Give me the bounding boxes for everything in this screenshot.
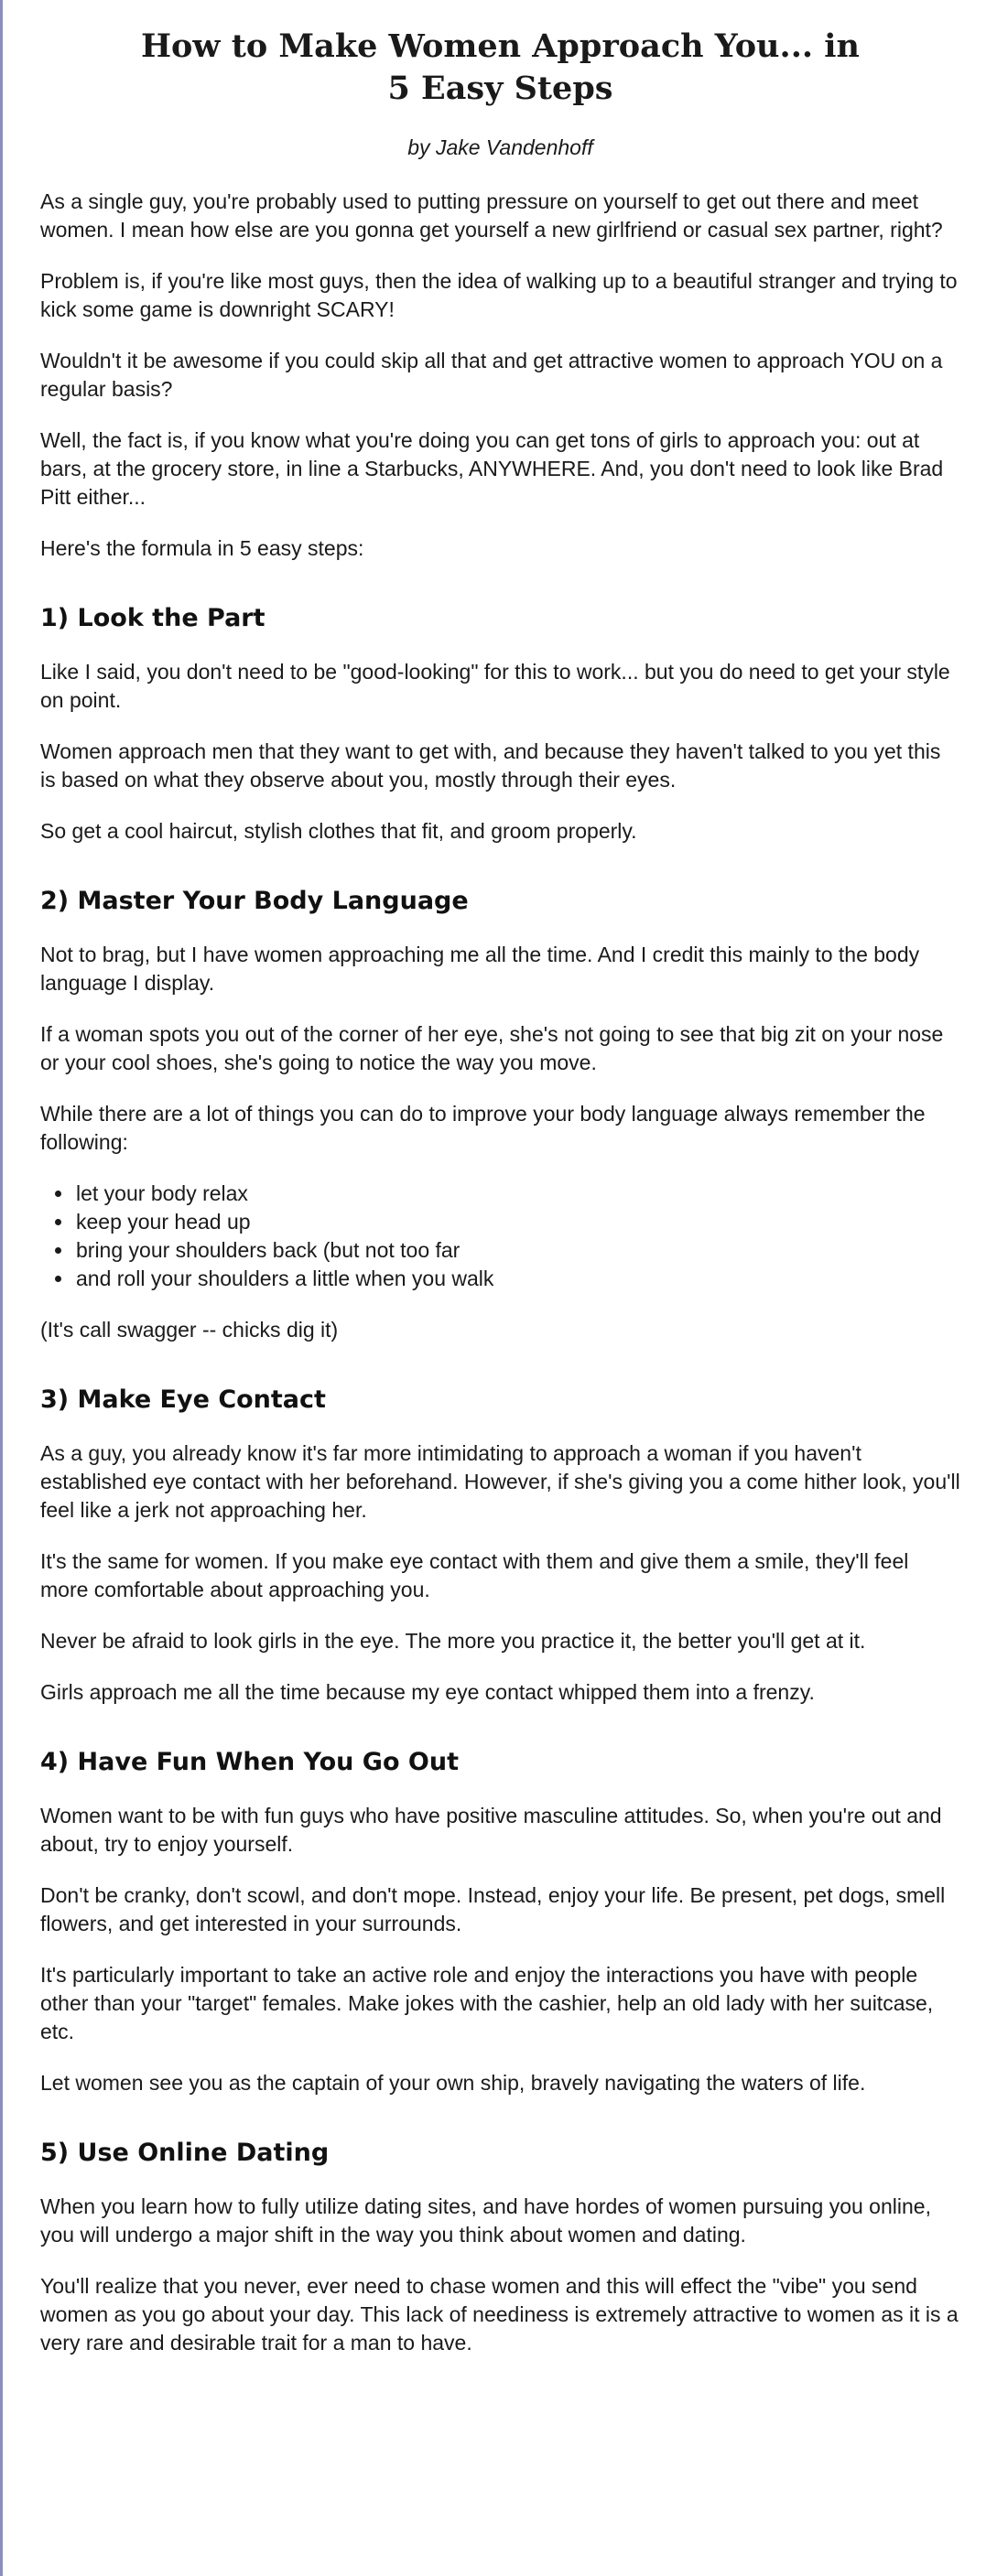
section-paragraph: Women want to be with fun guys who have positive masculine attitudes. So, when you're out and about, try to enjoy yourself. <box>40 1804 942 1856</box>
section-paragraph: Not to brag, but I have women approaching me all the time. And I credit this mainly to the body language I display. <box>40 943 920 995</box>
section-paragraph: Let women see you as the captain of your own ship, bravely navigating the waters of life. <box>40 2071 866 2095</box>
section-paragraph: Women approach men that they want to get with, and because they haven't talked to you yet this is based on what they observe about you, mostly through their eyes. <box>40 739 941 792</box>
page-left-border <box>0 0 3 2576</box>
list-item: • bring your shoulders back (but not too far <box>74 1236 960 1265</box>
article <box>40 0 960 2380</box>
byline: by Jake Vandenhoff <box>407 135 593 159</box>
section-paragraph: You'll realize that you never, ever need to chase women and this will effect the "vibe" you send women as you go about your day. This lack of neediness is extremely attractive to women as it is a very rare and desirable trait for a man to have. <box>40 2274 959 2355</box>
section-heading-look-the-part: 1) Look the Part <box>40 604 265 632</box>
intro-paragraph: Problem is, if you're like most guys, then the idea of walking up to a beautiful stranger and trying to kick some game is downright SCARY! <box>40 269 958 321</box>
section-heading-have-fun: 4) Have Fun When You Go Out <box>40 1748 459 1776</box>
section-paragraph: Girls approach me all the time because my eye contact whipped them into a frenzy. <box>40 1680 815 1704</box>
intro-paragraph: Well, the fact is, if you know what you're doing you can get tons of girls to approach you: out at bars, at the grocery store, in line a Starbucks, ANYWHERE. And, you don't need to look like Brad Pitt either... <box>40 428 944 509</box>
section-paragraph: If a woman spots you out of the corner of her eye, she's not going to see that big zit on your nose or your cool shoes, she's going to notice the way you move. <box>40 1022 944 1074</box>
intro-paragraph: Here's the formula in 5 easy steps: <box>40 536 364 560</box>
intro-paragraph: As a single guy, you're probably used to putting pressure on yourself to get out there and meet women. I mean how else are you gonna get yourself a new girlfriend or casual sex partner, right? <box>40 189 943 242</box>
section-paragraph: (It's call swagger -- chicks dig it) <box>40 1318 339 1342</box>
list-item: • and roll your shoulders a little when you walk <box>74 1265 960 1293</box>
section-paragraph: It's particularly important to take an active role and enjoy the interactions you have with people other than your "target" females. Make jokes with the cashier, help an old lady with her suitcase, etc. <box>40 1963 934 2043</box>
intro-paragraph: Wouldn't it be awesome if you could skip all that and get attractive women to approach YOU on a regular basis? <box>40 349 943 401</box>
list-item: • keep your head up <box>74 1208 960 1236</box>
section-heading-online-dating: 5) Use Online Dating <box>40 2139 330 2167</box>
section-paragraph: It's the same for women. If you make eye contact with them and give them a smile, they'll feel more comfortable about approaching you. <box>40 1549 909 1601</box>
section-paragraph: While there are a lot of things you can do to improve your body language always remember the following: <box>40 1102 926 1154</box>
section-heading-eye-contact: 3) Make Eye Contact <box>40 1385 326 1414</box>
section-paragraph: Never be afraid to look girls in the eye. The more you practice it, the better you'll get at it. <box>40 1629 866 1653</box>
section-paragraph: So get a cool haircut, stylish clothes that fit, and groom properly. <box>40 819 637 843</box>
section-paragraph: Don't be cranky, don't scowl, and don't mope. Instead, enjoy your life. Be present, pet dogs, smell flowers, and get interested in your surrounds. <box>40 1883 946 1935</box>
body-language-list <box>40 1180 960 1293</box>
section-heading-body-language: 2) Master Your Body Language <box>40 887 469 915</box>
article-title-line-1: How to Make Women Approach You... in <box>140 27 860 65</box>
article-title-line-2: 5 Easy Steps <box>387 70 613 107</box>
section-paragraph: As a guy, you already know it's far more intimidating to approach a woman if you haven't established eye contact with her beforehand. However, if she's giving you a come hither look, you'll feel like a jerk not approaching her. <box>40 1441 960 1522</box>
article-title <box>40 26 960 110</box>
list-item: • let your body relax <box>74 1180 960 1208</box>
section-paragraph: Like I said, you don't need to be "good-looking" for this to work... but you do need to get your style on point. <box>40 660 950 712</box>
section-paragraph: When you learn how to fully utilize dating sites, and have hordes of women pursuing you online, you will undergo a major shift in the way you think about women and dating. <box>40 2194 931 2247</box>
